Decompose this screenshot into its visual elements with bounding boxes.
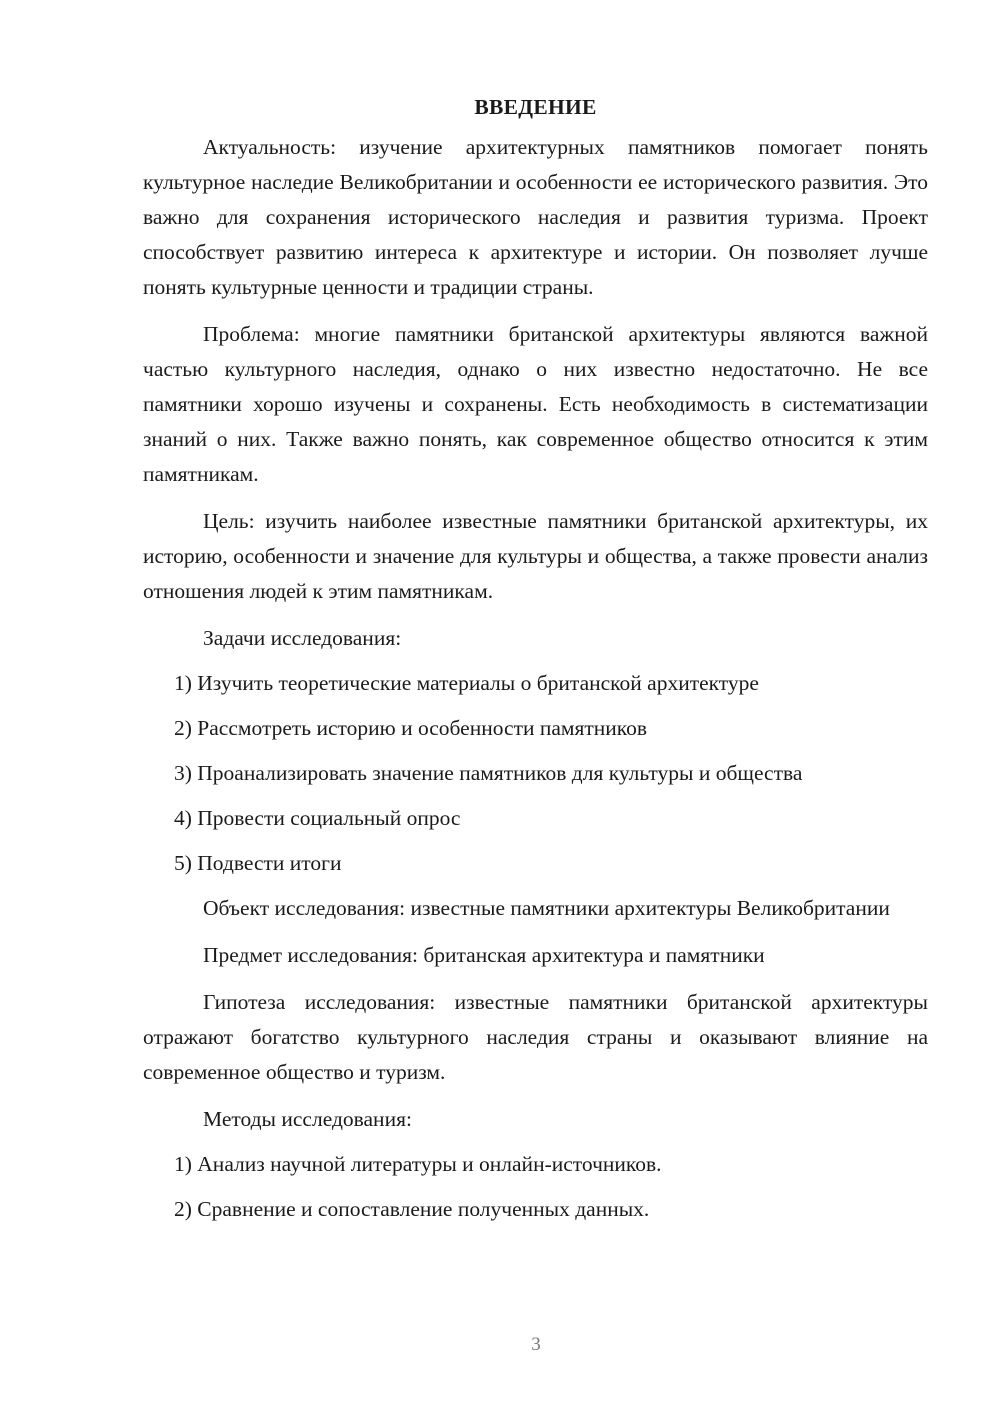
methods-heading: Методы исследования: (203, 1107, 412, 1132)
goal-paragraph: Цель: изучить наиболее известные памятники британской архитектуры, их историю, особенности и значение для культуры и общества, а также провести анализ отношения людей к этим памятникам. (143, 509, 928, 604)
list-item: 2) Сравнение и сопоставление полученных данных. (174, 1197, 650, 1222)
relevance-paragraph: Актуальность: изучение архитектурных памятников помогает понять культурное наследие Великобритании и особенности ее исторического развития. Это важно для сохранения исторического наследия и развития туризма. Проект способствует развитию интереса к архитектуре и истории. Он позволяет лучше понять культурные ценности и традиции страны. (143, 135, 928, 300)
list-item: 1) Изучить теоретические материалы о британской архитектуре (174, 671, 759, 696)
list-item: 1) Анализ научной литературы и онлайн-источников. (174, 1152, 662, 1177)
page-number: 3 (531, 1334, 541, 1355)
list-item: 4) Провести социальный опрос (174, 806, 461, 831)
document-page (143, 90, 928, 1237)
tasks-heading: Задачи исследования: (203, 626, 402, 651)
hypothesis-paragraph: Гипотеза исследования: известные памятники британской архитектуры отражают богатство культурного наследия страны и оказывают влияние на современное общество и туризм. (143, 990, 928, 1085)
tasks-list (143, 666, 928, 881)
problem-paragraph: Проблема: многие памятники британской архитектуры являются важной частью культурного наследия, однако о них известно недостаточно. Не все памятники хорошо изучены и сохранены. Есть необходимость в систематизации знаний о них. Также важно понять, как современное общество относится к этим памятникам. (143, 322, 928, 487)
subject-paragraph: Предмет исследования: британская архитектура и памятники (203, 943, 765, 968)
list-item: 5) Подвести итоги (174, 851, 342, 876)
methods-list (143, 1147, 928, 1227)
list-item: 2) Рассмотреть историю и особенности памятников (174, 716, 648, 741)
object-paragraph: Объект исследования: известные памятники архитектуры Великобритании (203, 896, 890, 921)
page-title: ВВЕДЕНИЕ (474, 95, 597, 119)
list-item: 3) Проанализировать значение памятников для культуры и общества (174, 761, 803, 786)
